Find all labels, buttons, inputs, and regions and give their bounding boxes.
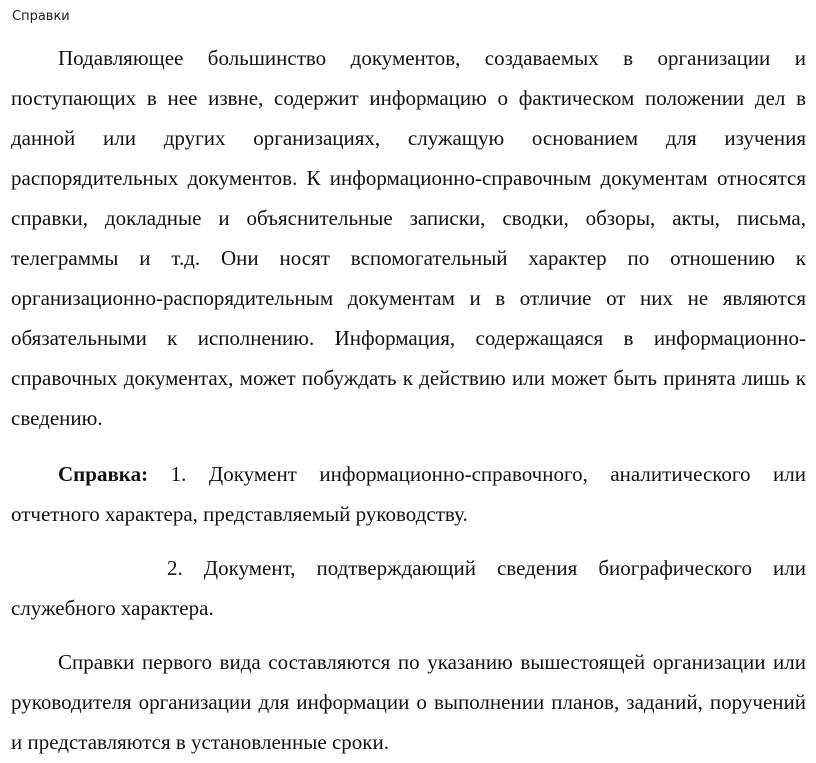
intro-paragraph: Подавляющее большинство документов, создаваемых в организации и поступающих в нее извне, содержит информацию о фактическом положении дел в данной или других организациях, служащую основанием для изучения распорядительных документов. К информационно-справочным документам относятся справки, докладные и объяснительные записки, сводки, обзоры, акты, письма, телеграммы и т.д. Они носят вспомогательный характер по отношению к организационно-распорядительным документам и в отличие от них не являются обязательными к исполнению. Информация, содержащаяся в информационно-справочных документах, может побуждать к действию или может быть принята лишь к сведению. [11, 46, 806, 430]
page-header-title: Справки [12, 9, 70, 24]
document-body [11, 38, 806, 762]
definition-1-text: 1. Документ информационно-справочного, аналитического или отчетного характера, представляемый руководству. [11, 462, 806, 526]
definition-term: Справка: [58, 462, 149, 486]
definition-paragraph-1 [11, 454, 806, 534]
definition-paragraph-2: 2. Документ, подтверждающий сведения биографического или служебного характера. [11, 556, 806, 620]
final-paragraph: Справки первого вида составляются по указанию вышестоящей организации или руководителя организации для информации о выполнении планов, заданий, поручений и представляются в установленные сроки. [11, 650, 806, 754]
